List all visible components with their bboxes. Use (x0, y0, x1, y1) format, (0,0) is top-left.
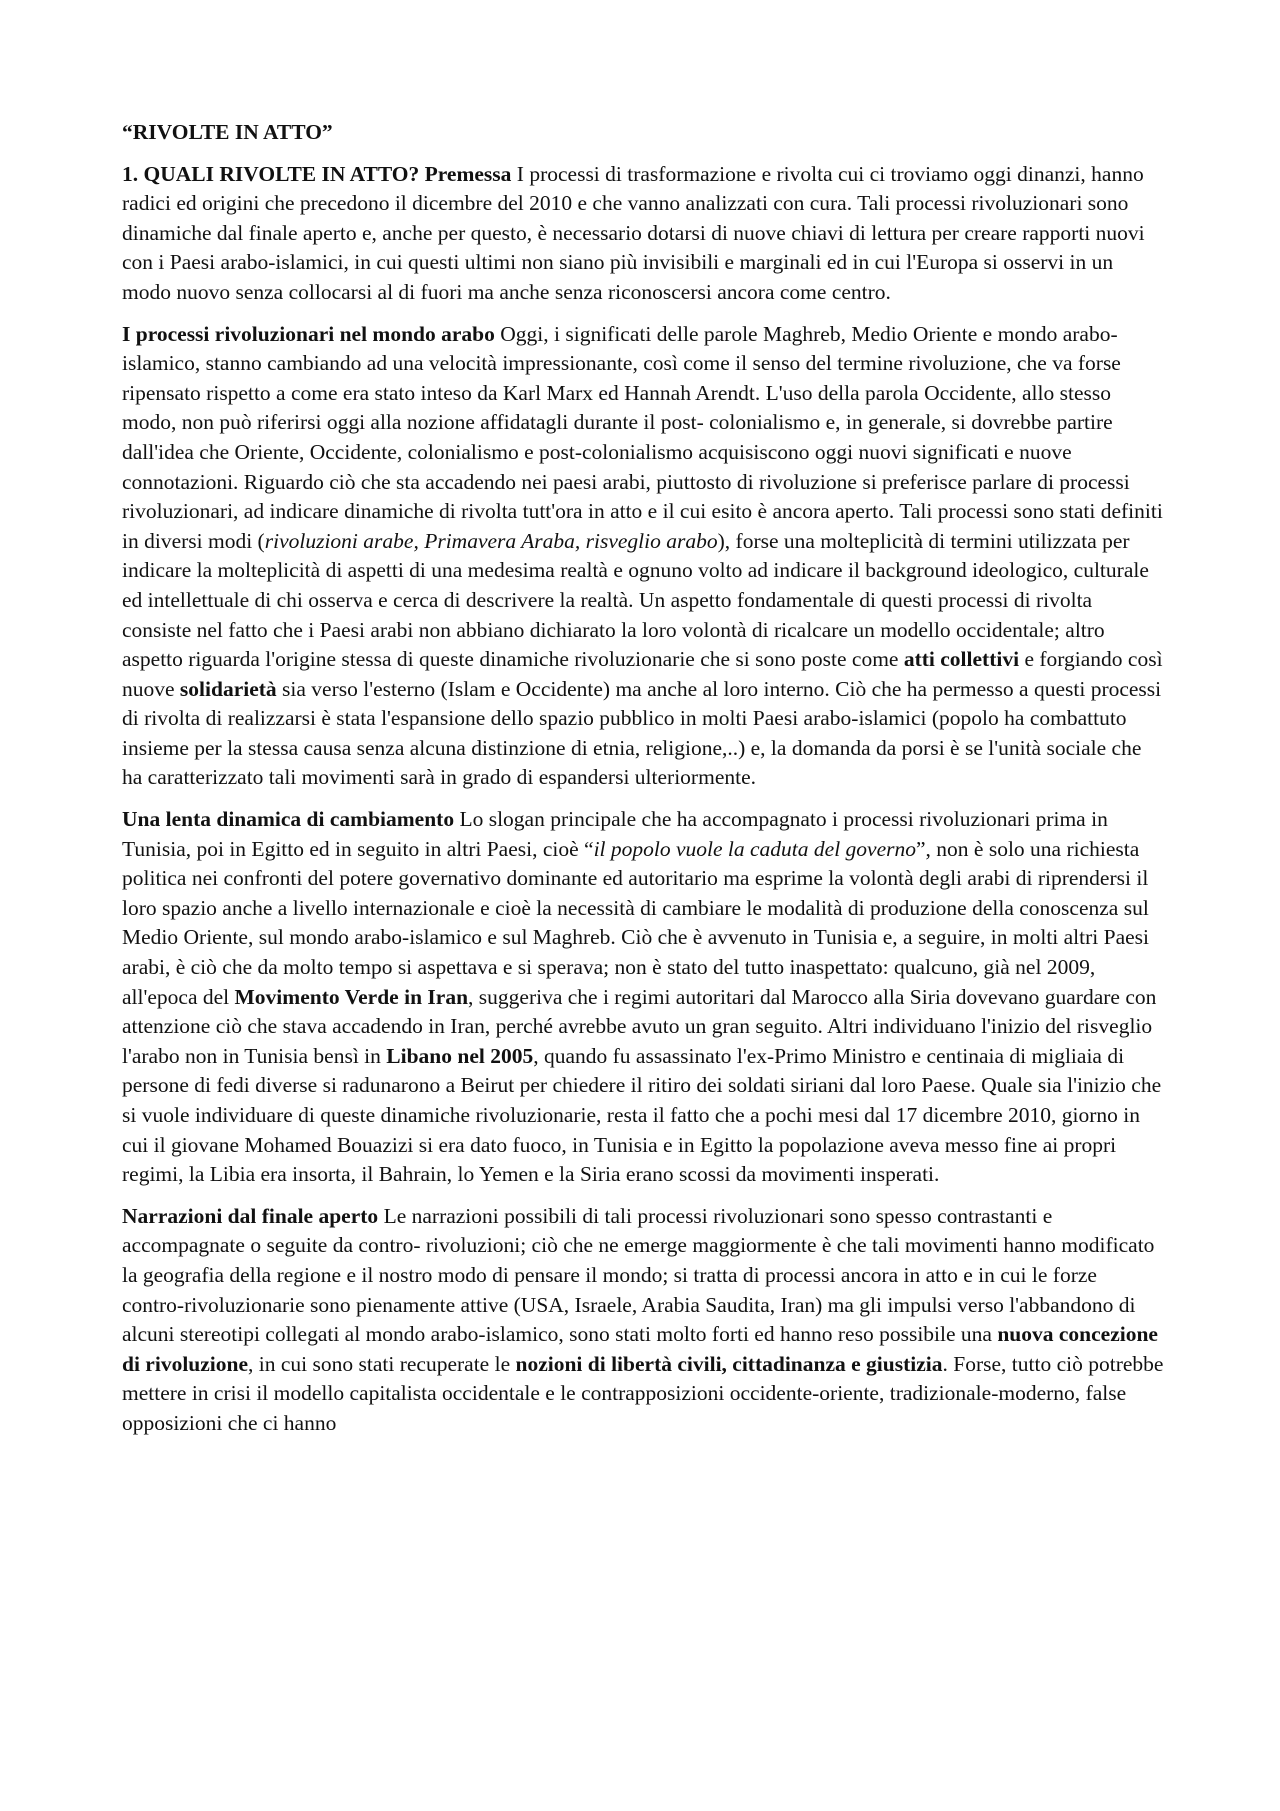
text-run: , quando fu assassinato l'ex-Primo Ministro e centinaia di migliaia di persone di fedi diverse si radunarono a Beirut per chiedere il ritiro dei soldati siriani dal loro Paese. Quale sia l'inizio che si vuole individuare di queste dinamiche rivoluzionarie, resta il fatto che a pochi mesi dal 17 dicembre 2010, giorno in cui il giovane Mohamed Bouazizi si era dato fuoco, in Tunisia e in Egitto la popolazione aveva messo fine ai propri regimi, la Libia era insorta, il Bahrain, lo Yemen e la Siria erano scossi da movimenti insperati. (122, 1043, 1162, 1187)
text-run: , suggeriva che i regimi autoritari dal Marocco alla Siria dovevano guardare con attenzione ciò che stava accadendo in Iran, perché avrebbe avuto un gran seguito. Altri individuano l'inizio del risveglio l'arabo non in Tunisia bensì in (122, 984, 1157, 1068)
text-run: ), forse una molteplicità di termini utilizzata per indicare la molteplicità di aspetti di una medesima realtà e ognuno volto ad indicare il background ideologico, culturale ed intellettuale di chi osserva e cerca di descrivere la realtà. Un aspetto fondamentale di questi processi di rivolta consiste nel fatto che i Paesi arabi non abbiano dichiarato la loro volontà di ricalcare un modello occidentale; altro aspetto riguarda l'origine stessa di queste dinamiche rivoluzionarie che si sono poste come (122, 528, 1149, 672)
italic-run: rivoluzioni arabe, Primavera Araba, risveglio arabo (264, 528, 718, 553)
text-run: e forgiando così nuove (122, 647, 1163, 701)
text-run: Lo slogan principale che ha accompagnato i processi rivoluzionari prima in Tunisia, poi in Egitto ed in seguito in altri Paesi, cioè “ (122, 807, 1108, 861)
text-run: . Forse, tutto ciò potrebbe mettere in crisi il modello capitalista occidentale e le contrapposizioni occidente-oriente, tradizionale-moderno, false opposizioni che ci hanno (122, 1351, 1164, 1435)
italic-run: il popolo vuole la caduta del governo (593, 836, 916, 861)
section-heading: Una lenta dinamica di cambiamento (122, 807, 455, 832)
bold-run: atti collettivi (903, 647, 1020, 672)
text-run: , in cui sono stati recuperate le (248, 1351, 516, 1376)
document-title: “RIVOLTE IN ATTO” (122, 120, 333, 144)
paragraph-processi-rivoluzionari (122, 320, 1164, 794)
text-run: Le narrazioni possibili di tali processi rivoluzionari sono spesso contrastanti e accompagnate o seguite da contro- rivoluzioni; ciò che ne emerge maggiormente è che tali movimenti hanno modificato la geografia della regione e il nostro modo di pensare il mondo; si tratta di processi ancora in atto e in cui le forze contro-rivoluzionarie sono pienamente attive (USA, Israele, Arabia Saudita, Iran) ma gli impulsi verso l'abbandono di alcuni stereotipi collegati al mondo arabo-islamico, sono stati molto forti ed hanno reso possibile una (122, 1203, 1155, 1347)
paragraph-narrazioni (122, 1202, 1164, 1439)
bold-run: nuova concezione di rivoluzione (122, 1322, 1158, 1376)
paragraph-lenta-dinamica (122, 805, 1164, 1190)
document-page (122, 118, 1164, 1451)
text-run: sia verso l'esterno (Islam e Occidente) ma anche al loro interno. Ciò che ha permesso a questi processi di rivolta di realizzarsi è stata l'espansione dello spazio pubblico in molti Paesi arabo-islamici (popolo ha combattuto insieme per la stessa causa senza alcuna distinzione di etnia, religione,..) e, la domanda da porsi è se l'unità sociale che ha caratterizzato tali movimenti sarà in grado di espandersi ulteriormente. (122, 676, 1162, 790)
section-heading: I processi rivoluzionari nel mondo arabo (122, 321, 495, 346)
bold-run: solidarietà (179, 676, 277, 701)
section-heading: Narrazioni dal finale aperto (122, 1203, 379, 1228)
bold-run: nozioni di libertà civili, cittadinanza e giustizia (515, 1351, 943, 1376)
bold-run: Libano nel 2005 (386, 1043, 534, 1068)
text-run: ”, non è solo una richiesta politica nei confronti del potere governativo dominante ed autoritario ma esprime la volontà degli arabi di riprendersi il loro spazio anche a livello internazionale e cioè la necessità di cambiare le modalità di produzione della conoscenza sul Medio Oriente, sul mondo arabo-islamico e sul Maghreb. Ciò che è avvenuto in Tunisia e, a seguire, in molti altri Paesi arabi, è ciò che da molto tempo si aspettava e si sperava; non è stato del tutto inaspettato: qualcuno, già nel 2009, all'epoca del (122, 836, 1150, 1009)
text-run: Oggi, i significati delle parole Maghreb, Medio Oriente e mondo arabo-islamico, stanno cambiando ad una velocità impressionante, così come il senso del termine rivoluzione, che va forse ripensato rispetto a come era stato inteso da Karl Marx ed Hannah Arendt. L'uso della parola Occidente, allo stesso modo, non può riferirsi oggi alla nozione affidatagli durante il post- colonialismo e, in generale, si dovrebbe partire dall'idea che Oriente, Occidente, colonialismo e post-colonialismo acquisiscono oggi nuovi significati e nuove connotazioni. Riguardo ciò che sta accadendo nei paesi arabi, piuttosto di rivoluzione si preferisce parlare di processi rivoluzionari, ad indicare dinamiche di rivolta tutt'ora in atto e il cui esito è ancora aperto. Tali processi sono stati definiti in diversi modi ( (122, 321, 1163, 553)
section-heading: 1. QUALI RIVOLTE IN ATTO? Premessa (122, 161, 512, 186)
bold-run: Movimento Verde in Iran (234, 984, 469, 1009)
paragraph-premessa (122, 160, 1164, 308)
text-run: I processi di trasformazione e rivolta cui ci troviamo oggi dinanzi, hanno radici ed origini che precedono il dicembre del 2010 e che vanno analizzati con cura. Tali processi rivoluzionari sono dinamiche dal finale aperto e, anche per questo, è necessario dotarsi di nuove chiavi di lettura per creare rapporti nuovi con i Paesi arabo-islamici, in cui questi ultimi non siano più invisibili e marginali ed in cui l'Europa si osservi in un modo nuovo senza collocarsi al di fuori ma anche senza riconoscersi ancora come centro. (122, 161, 1145, 304)
